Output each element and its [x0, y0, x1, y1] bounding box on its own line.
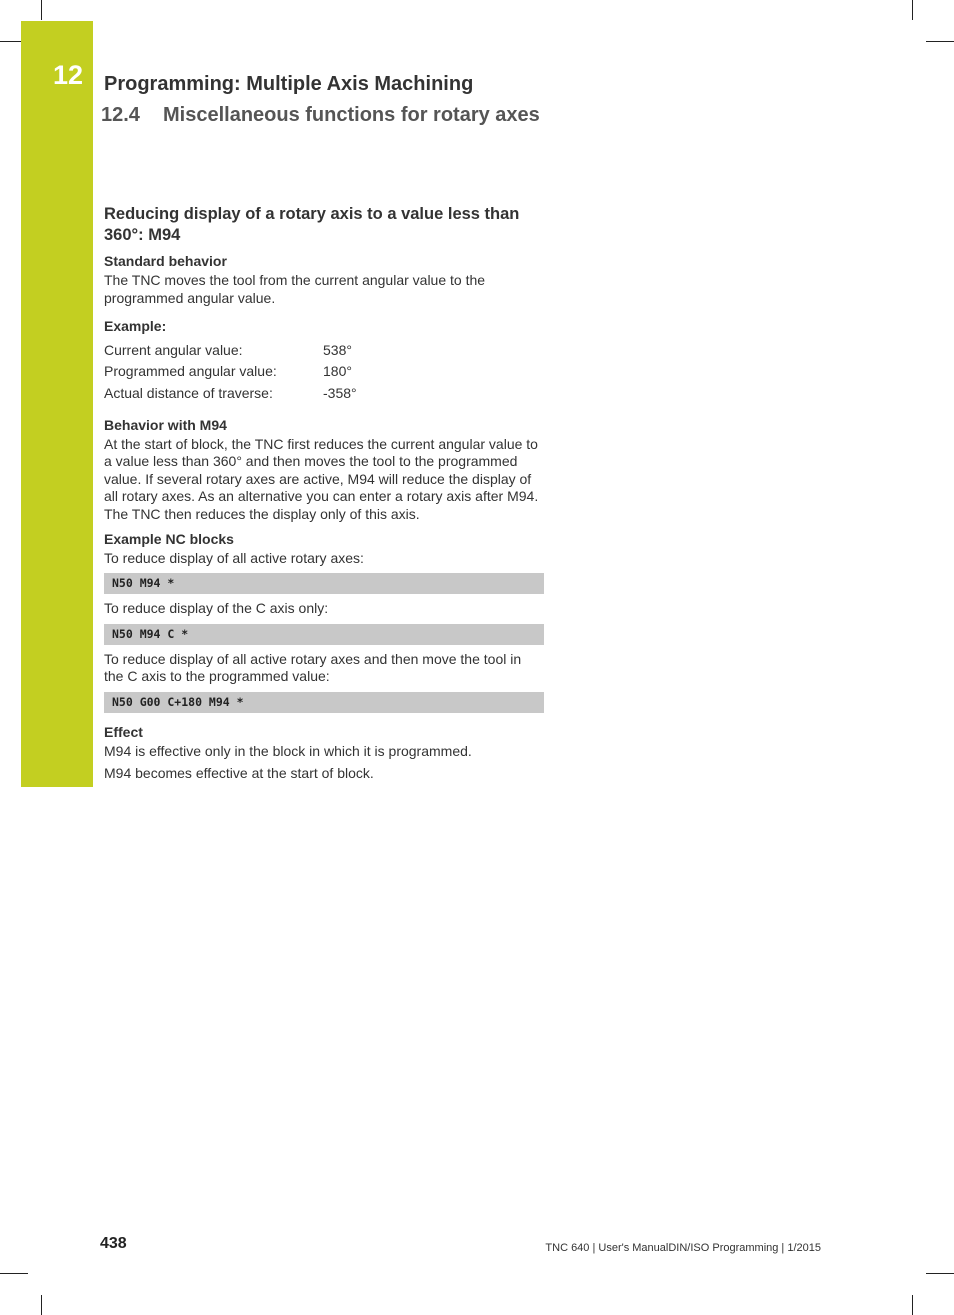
example-label: Programmed angular value: [104, 363, 277, 380]
behavior-m94-title: Behavior with M94 [104, 416, 227, 433]
nc-blocks-title: Example NC blocks [104, 530, 234, 547]
crop-mark [0, 1273, 28, 1274]
standard-behavior-title: Standard behavior [104, 253, 227, 269]
page-number: 438 [100, 1235, 127, 1252]
example-label: Current angular value: [104, 341, 243, 358]
table-row [104, 361, 357, 383]
example-title: Example: [104, 318, 167, 335]
crop-mark [41, 1295, 42, 1315]
example-label: Actual distance of traverse: [104, 384, 273, 401]
section-title: Miscellaneous functions for rotary axes [163, 104, 540, 126]
behavior-m94-text: At the start of block, the TNC first reduces the current angular value to a value less than 360° and then moves the tool to the programmed value. If several rotary axes are active, M94 will reduce the display of all rotary axes. As an alternative you can enter a rotary axis after M94. The TNC then reduces the display only of this axis. [104, 435, 539, 523]
example-value: 180° [323, 363, 352, 380]
example-value: -358° [323, 384, 357, 401]
crop-mark [926, 1273, 954, 1274]
example-table [104, 339, 357, 404]
crop-mark [41, 0, 42, 20]
code-block: N50 M94 C * [104, 624, 544, 645]
section-header [101, 104, 540, 127]
effect-line: M94 is effective only in the block in which it is programmed. [104, 743, 472, 760]
chapter-title: Programming: Multiple Axis Machining [104, 73, 474, 95]
nc-intro-all: To reduce display of all active rotary axes: [104, 549, 364, 566]
crop-mark [912, 0, 913, 20]
table-row [104, 339, 357, 361]
section-number: 12.4 [101, 104, 140, 126]
effect-line: M94 becomes effective at the start of block. [104, 764, 374, 781]
nc-intro-move: To reduce display of all active rotary axes and then move the tool in the C axis to the programmed value: [104, 650, 522, 685]
code-block: N50 G00 C+180 M94 * [104, 692, 544, 713]
table-row [104, 382, 357, 404]
example-value: 538° [323, 341, 352, 358]
main-content [104, 204, 544, 782]
footer-reference: TNC 640 | User's ManualDIN/ISO Programming | 1/2015 [545, 1242, 821, 1254]
chapter-sidebar [21, 21, 93, 787]
topic-heading: Reducing display of a rotary axis to a value less than 360°: M94 [104, 205, 520, 244]
effect-title: Effect [104, 724, 143, 741]
code-block: N50 M94 * [104, 573, 544, 594]
chapter-number: 12 [53, 60, 84, 90]
crop-mark [912, 1295, 913, 1315]
standard-behavior-text: The TNC moves the tool from the current angular value to the programmed angular value. [104, 272, 486, 306]
nc-intro-c: To reduce display of the C axis only: [104, 600, 329, 617]
crop-mark [926, 41, 954, 42]
